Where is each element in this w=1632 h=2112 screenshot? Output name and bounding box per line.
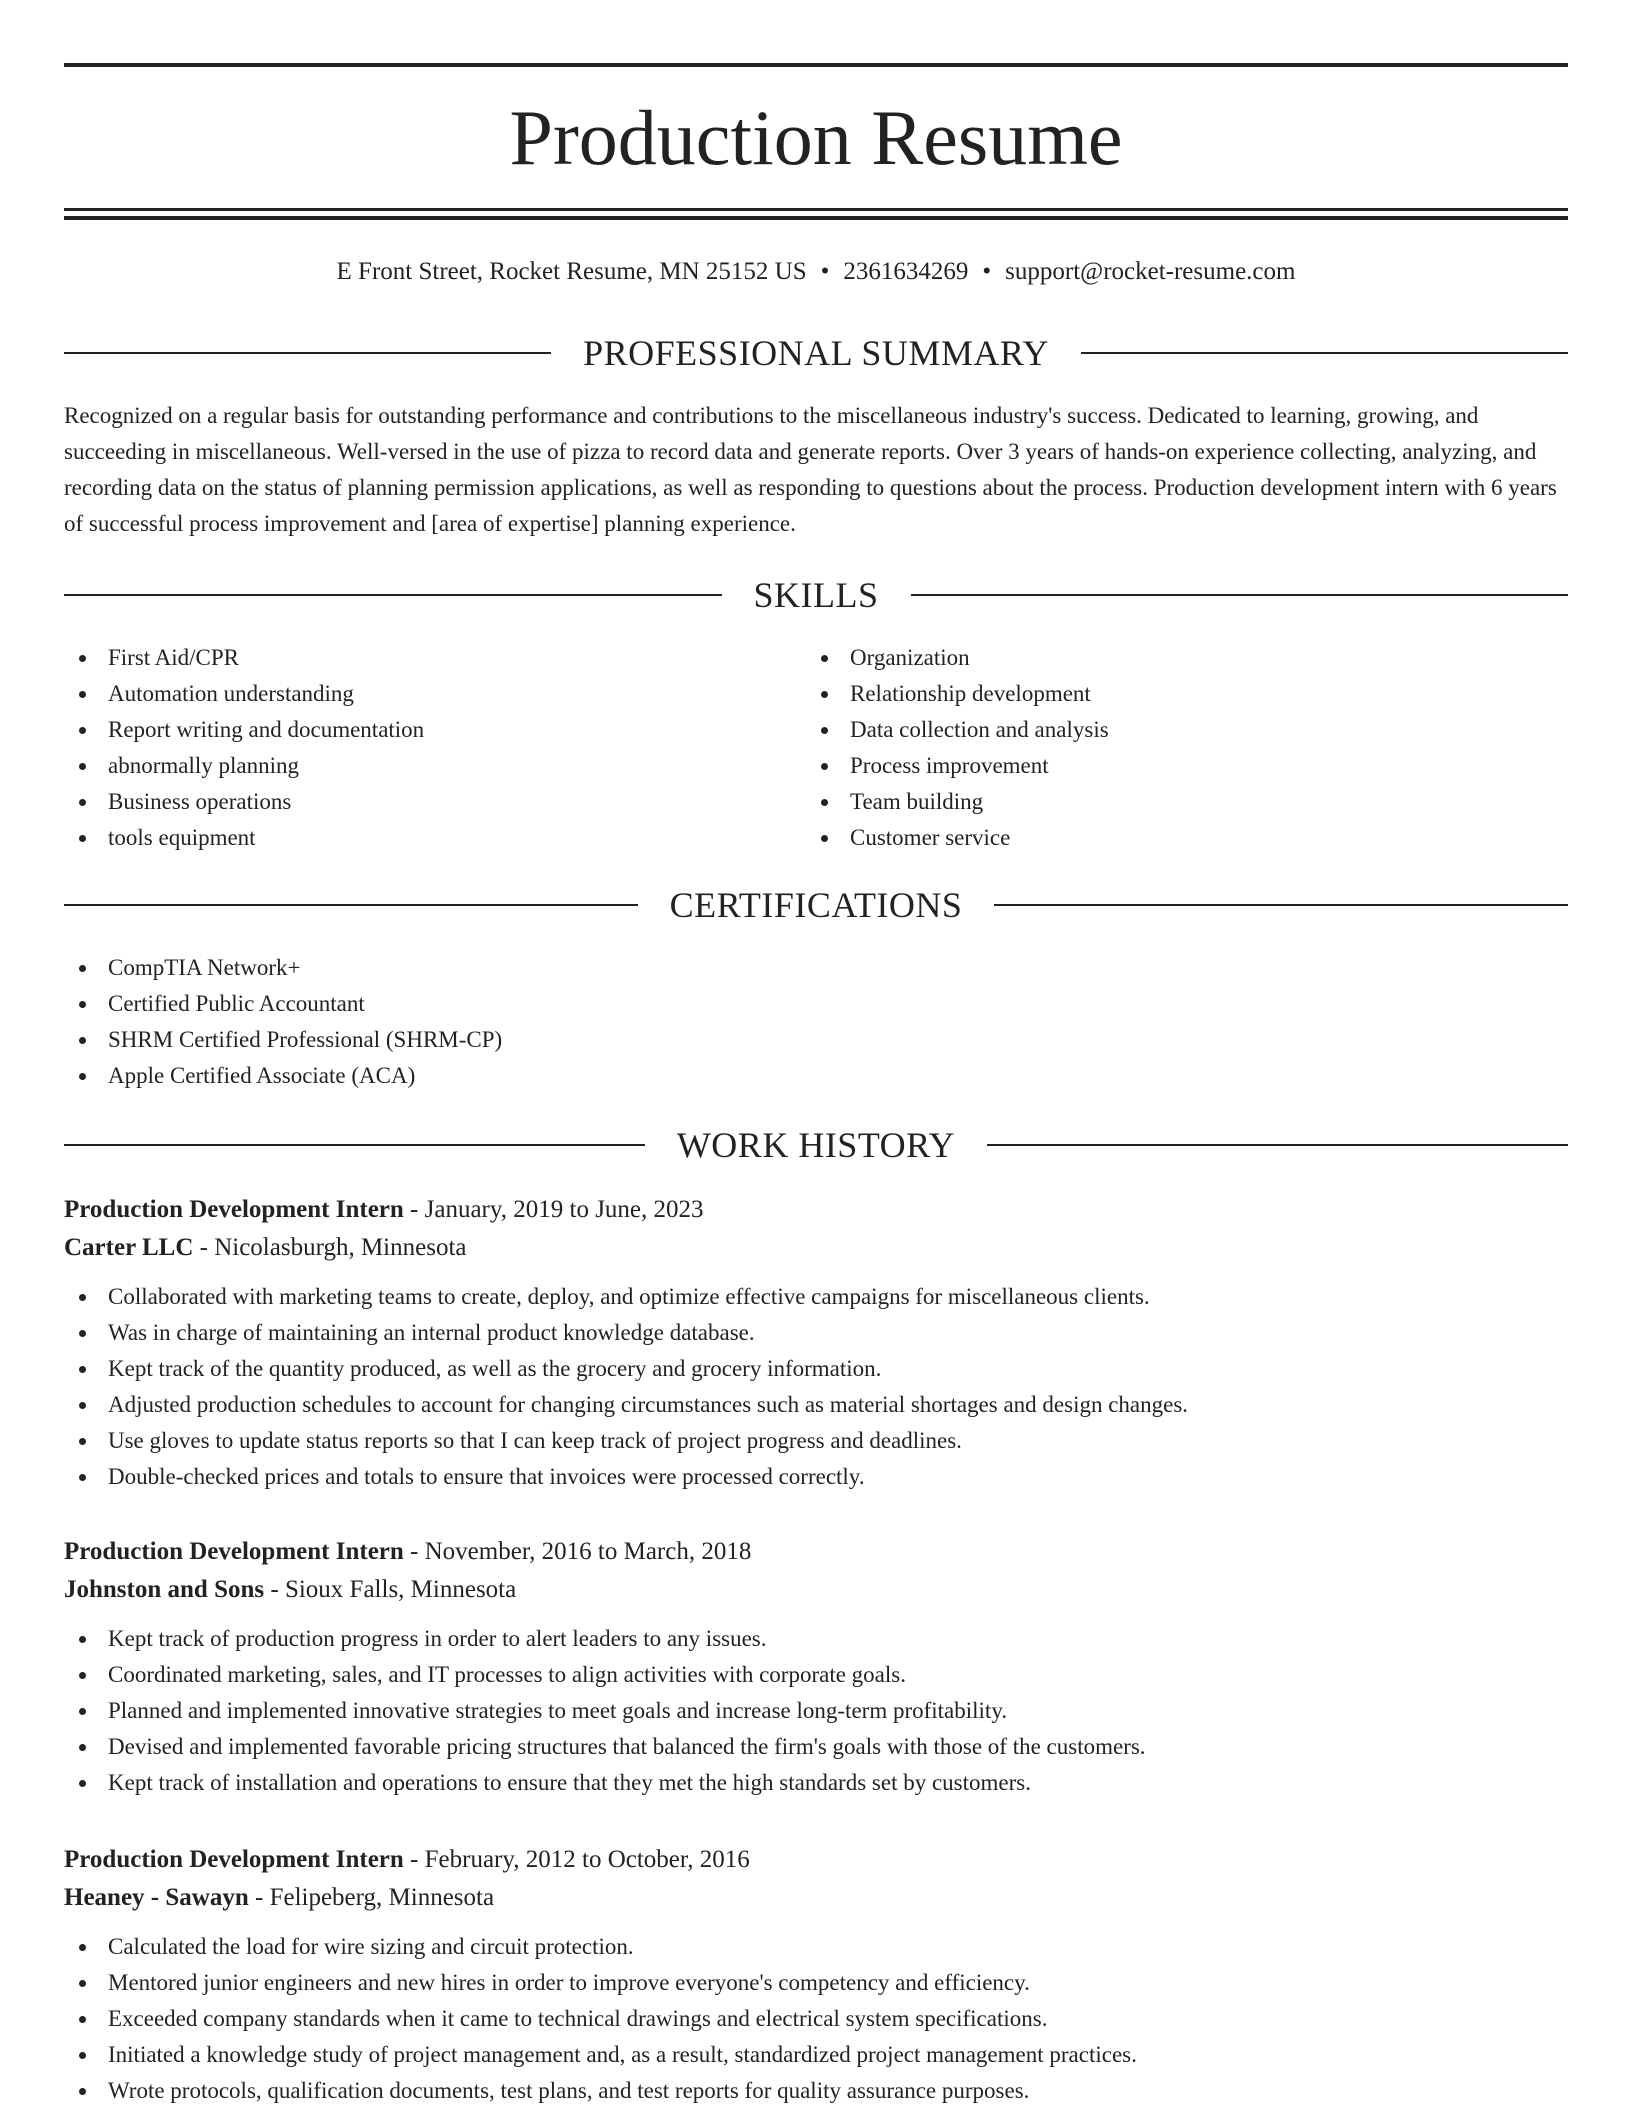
job-location: Felipeberg, Minnesota xyxy=(269,1884,495,1911)
job-bullet: Kept track of production progress in order to alert leaders to any issues. xyxy=(64,1621,1568,1657)
job-title: Production Development Intern xyxy=(64,1538,404,1565)
dash: - xyxy=(199,1234,208,1261)
dash: - xyxy=(410,1196,419,1223)
contact-email: support@rocket-resume.com xyxy=(1005,258,1296,285)
job-title: Production Development Intern xyxy=(64,1846,404,1873)
job-title-line xyxy=(64,1533,1568,1571)
section-heading-work-history xyxy=(64,1123,1568,1167)
certifications-list xyxy=(64,950,1568,1094)
job-title-line xyxy=(64,1841,1568,1879)
section-heading-skills xyxy=(64,573,1568,617)
contact-phone: 2361634269 xyxy=(843,258,969,285)
heading-rule-right xyxy=(987,1144,1568,1146)
contact-separator: • xyxy=(820,258,830,285)
job-dates: November, 2016 to March, 2018 xyxy=(424,1538,752,1565)
job-bullets xyxy=(64,1929,1568,2109)
job-bullet: Calculated the load for wire sizing and circuit protection. xyxy=(64,1929,1568,1965)
skills-list-right xyxy=(806,640,1546,856)
skill-item: Customer service xyxy=(806,820,1546,856)
dash: - xyxy=(410,1846,419,1873)
certification-item: SHRM Certified Professional (SHRM-CP) xyxy=(64,1022,1568,1058)
job-bullet: Double-checked prices and totals to ensure that invoices were processed correctly. xyxy=(64,1459,1568,1495)
skill-item: Team building xyxy=(806,784,1546,820)
skills-list-left xyxy=(64,640,804,856)
dash: - xyxy=(254,1884,264,1911)
job-title-line xyxy=(64,1191,1568,1229)
job-bullet: Was in charge of maintaining an internal product knowledge database. xyxy=(64,1315,1568,1351)
contact-line xyxy=(64,254,1568,290)
heading-rule-right xyxy=(994,904,1568,906)
job-company: Carter LLC xyxy=(64,1234,194,1261)
heading-rule-left xyxy=(64,352,551,354)
job-bullet: Collaborated with marketing teams to create, deploy, and optimize effective campaigns for miscellaneous clients. xyxy=(64,1279,1568,1315)
summary-text: Recognized on a regular basis for outstanding performance and contributions to the miscellaneous industry's success. Dedicated to learning, growing, and succeeding in miscellaneous. Well-versed in the use of pizza to record data and generate reports. Over 3 years of hands-on experience collecting, analyzing, and recording data on the status of planning permission applications, as well as responding to questions about the process. Production development intern with 6 years of successful process improvement and [area of expertise] planning experience. xyxy=(64,403,1557,536)
job-bullet: Devised and implemented favorable pricing structures that balanced the firm's goals with those of the customers. xyxy=(64,1729,1568,1765)
job-bullet: Coordinated marketing, sales, and IT processes to align activities with corporate goals. xyxy=(64,1657,1568,1693)
job-company: Johnston and Sons xyxy=(64,1576,265,1603)
job-bullets xyxy=(64,1621,1568,1801)
header-top-rule xyxy=(64,63,1568,67)
heading-rule-left xyxy=(64,594,722,596)
skill-item: Automation understanding xyxy=(64,676,804,712)
job-bullet: Use gloves to update status reports so that I can keep track of project progress and deadlines. xyxy=(64,1423,1568,1459)
skill-item: Relationship development xyxy=(806,676,1546,712)
section-heading-certifications xyxy=(64,883,1568,927)
skill-item: Organization xyxy=(806,640,1546,676)
job-dates: January, 2019 to June, 2023 xyxy=(424,1196,704,1223)
job-title: Production Development Intern xyxy=(64,1196,404,1223)
section-title: SKILLS xyxy=(753,575,879,615)
dash: - xyxy=(270,1576,279,1603)
dash: - xyxy=(410,1538,419,1565)
skill-item: Business operations xyxy=(64,784,804,820)
job-bullet: Wrote protocols, qualification documents, test plans, and test reports for quality assurance purposes. xyxy=(64,2073,1568,2109)
job-bullet: Mentored junior engineers and new hires in order to improve everyone's competency and efficiency. xyxy=(64,1965,1568,2001)
heading-rule-right xyxy=(911,594,1569,596)
job-location: Sioux Falls, Minnesota xyxy=(284,1576,517,1603)
section-title: PROFESSIONAL SUMMARY xyxy=(583,333,1049,373)
job-bullet: Exceeded company standards when it came to technical drawings and electrical system specifications. xyxy=(64,2001,1568,2037)
certification-item: Certified Public Accountant xyxy=(64,986,1568,1022)
contact-separator: • xyxy=(982,258,992,285)
resume-title: Production Resume xyxy=(509,94,1123,181)
skill-item: tools equipment xyxy=(64,820,804,856)
job-company-line xyxy=(64,1229,1568,1267)
job-bullet: Planned and implemented innovative strategies to meet goals and increase long-term profitability. xyxy=(64,1693,1568,1729)
header-double-rule-top xyxy=(64,208,1568,211)
certification-item: CompTIA Network+ xyxy=(64,950,1568,986)
job-company: Heaney - Sawayn xyxy=(64,1884,249,1911)
section-title: WORK HISTORY xyxy=(676,1125,956,1165)
job-bullet: Initiated a knowledge study of project management and, as a result, standardized project management practices. xyxy=(64,2037,1568,2073)
job-company-line xyxy=(64,1879,1568,1917)
job-location: Nicolasburgh, Minnesota xyxy=(214,1234,467,1261)
job-entry xyxy=(64,1533,1568,1801)
skill-item: Process improvement xyxy=(806,748,1546,784)
heading-rule-left xyxy=(64,904,638,906)
job-company-line xyxy=(64,1571,1568,1609)
heading-rule-left xyxy=(64,1144,645,1146)
contact-address: E Front Street, Rocket Resume, MN 25152 US xyxy=(336,258,807,285)
job-dates: February, 2012 to October, 2016 xyxy=(424,1846,750,1873)
job-bullet: Adjusted production schedules to account for changing circumstances such as material shortages and design changes. xyxy=(64,1387,1568,1423)
job-bullet: Kept track of installation and operations to ensure that they met the high standards set by customers. xyxy=(64,1765,1568,1801)
job-bullet: Kept track of the quantity produced, as well as the grocery and grocery information. xyxy=(64,1351,1568,1387)
skill-item: First Aid/CPR xyxy=(64,640,804,676)
section-heading-summary xyxy=(64,331,1568,375)
section-title: CERTIFICATIONS xyxy=(669,885,963,925)
skill-item: Report writing and documentation xyxy=(64,712,804,748)
skill-item: abnormally planning xyxy=(64,748,804,784)
header-double-rule-bottom xyxy=(64,216,1568,220)
heading-rule-right xyxy=(1081,352,1568,354)
job-bullets xyxy=(64,1279,1568,1495)
job-entry xyxy=(64,1191,1568,1495)
job-entry xyxy=(64,1841,1568,2109)
certification-item: Apple Certified Associate (ACA) xyxy=(64,1058,1568,1094)
skill-item: Data collection and analysis xyxy=(806,712,1546,748)
